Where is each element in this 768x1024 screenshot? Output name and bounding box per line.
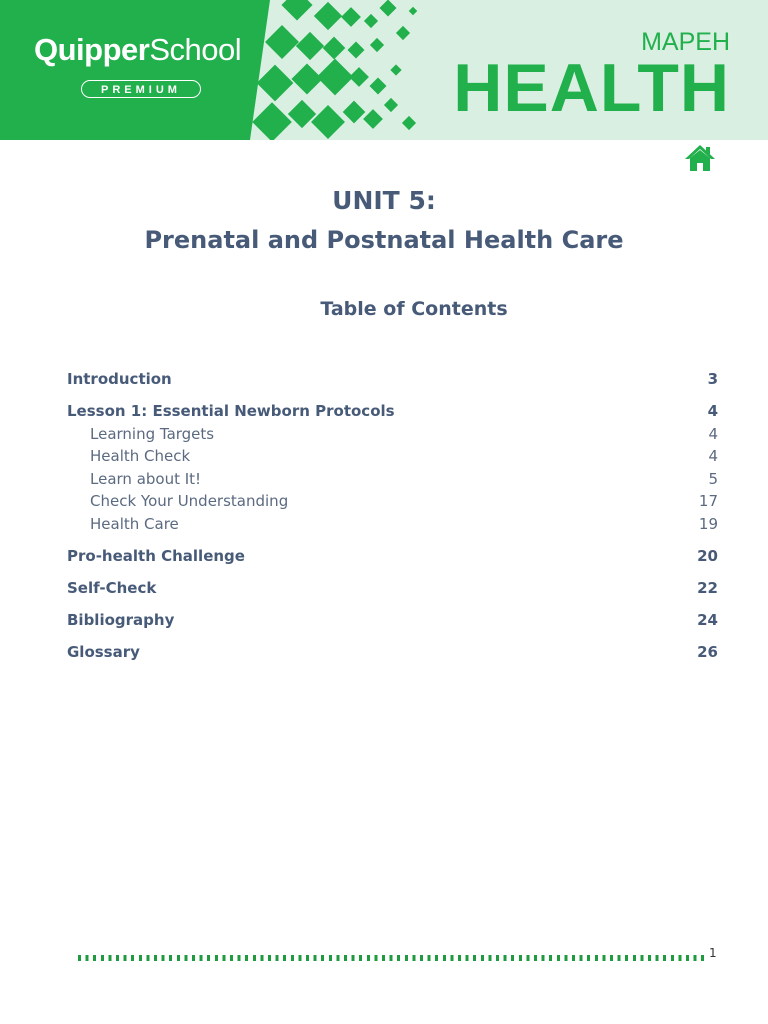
header-banner (0, 0, 768, 140)
toc-entry-label: Check Your Understanding (90, 492, 289, 510)
toc-subentry-check-your-understanding[interactable] (67, 492, 718, 515)
unit-title: Prenatal and Postnatal Health Care (144, 226, 624, 254)
toc-entry-label: Glossary (67, 642, 140, 661)
toc-entry-page: 17 (698, 492, 718, 510)
toc-subentry-health-care[interactable] (67, 515, 718, 538)
toc-entry-label: Health Check (90, 447, 191, 465)
unit-label: UNIT 5: (332, 186, 436, 215)
toc-entry-label: Lesson 1: Essential Newborn Protocols (67, 402, 395, 420)
toc-entry-introduction[interactable] (67, 370, 718, 393)
toc-entry-glossary[interactable] (67, 643, 718, 666)
page-number: 1 (709, 946, 717, 960)
toc-entry-label: Bibliography (67, 610, 175, 629)
home-icon[interactable] (684, 143, 716, 173)
toc-entry-label: Learning Targets (90, 424, 215, 443)
toc-entry-page: 24 (697, 610, 718, 629)
toc-entry-label: Health Care (90, 514, 179, 533)
toc-entry-label: Introduction (67, 370, 172, 388)
subject-title: HEALTH (453, 50, 730, 126)
footer-dotted-rule (78, 955, 706, 961)
brand-logo (34, 34, 241, 65)
toc-entry-page: 4 (708, 424, 718, 443)
toc-entry-page: 4 (708, 447, 718, 465)
toc-subentry-learn-about-it[interactable] (67, 470, 718, 493)
toc-entry-label: Self-Check (67, 578, 157, 597)
toc-entry-label: Pro-health Challenge (67, 546, 245, 565)
toc-entry-bibliography[interactable] (67, 611, 718, 634)
toc-entry-page: 5 (708, 469, 718, 488)
toc-entry-label: Learn about It! (90, 469, 202, 488)
toc-subentry-learning-targets[interactable] (67, 425, 718, 448)
toc-entry-page: 3 (707, 370, 718, 388)
toc-subentry-health-check[interactable] (67, 447, 718, 470)
toc-entry-page: 20 (697, 546, 718, 565)
toc-entry-self-check[interactable] (67, 579, 718, 602)
toc-entry-pro-health-challenge[interactable] (67, 547, 718, 570)
toc-heading: Table of Contents (320, 298, 508, 320)
toc-entry-lesson-1[interactable] (67, 402, 718, 425)
brand-logo-part1: Quipper (34, 32, 150, 67)
toc-entry-page: 22 (697, 578, 718, 597)
toc-entry-page: 4 (707, 402, 718, 420)
toc-entry-page: 26 (697, 642, 718, 661)
table-of-contents (67, 370, 718, 665)
toc-entry-page: 19 (698, 514, 718, 533)
subject-label: MAPEH (641, 28, 730, 56)
brand-logo-part2: School (149, 32, 242, 67)
premium-badge: PREMIUM (81, 80, 201, 98)
